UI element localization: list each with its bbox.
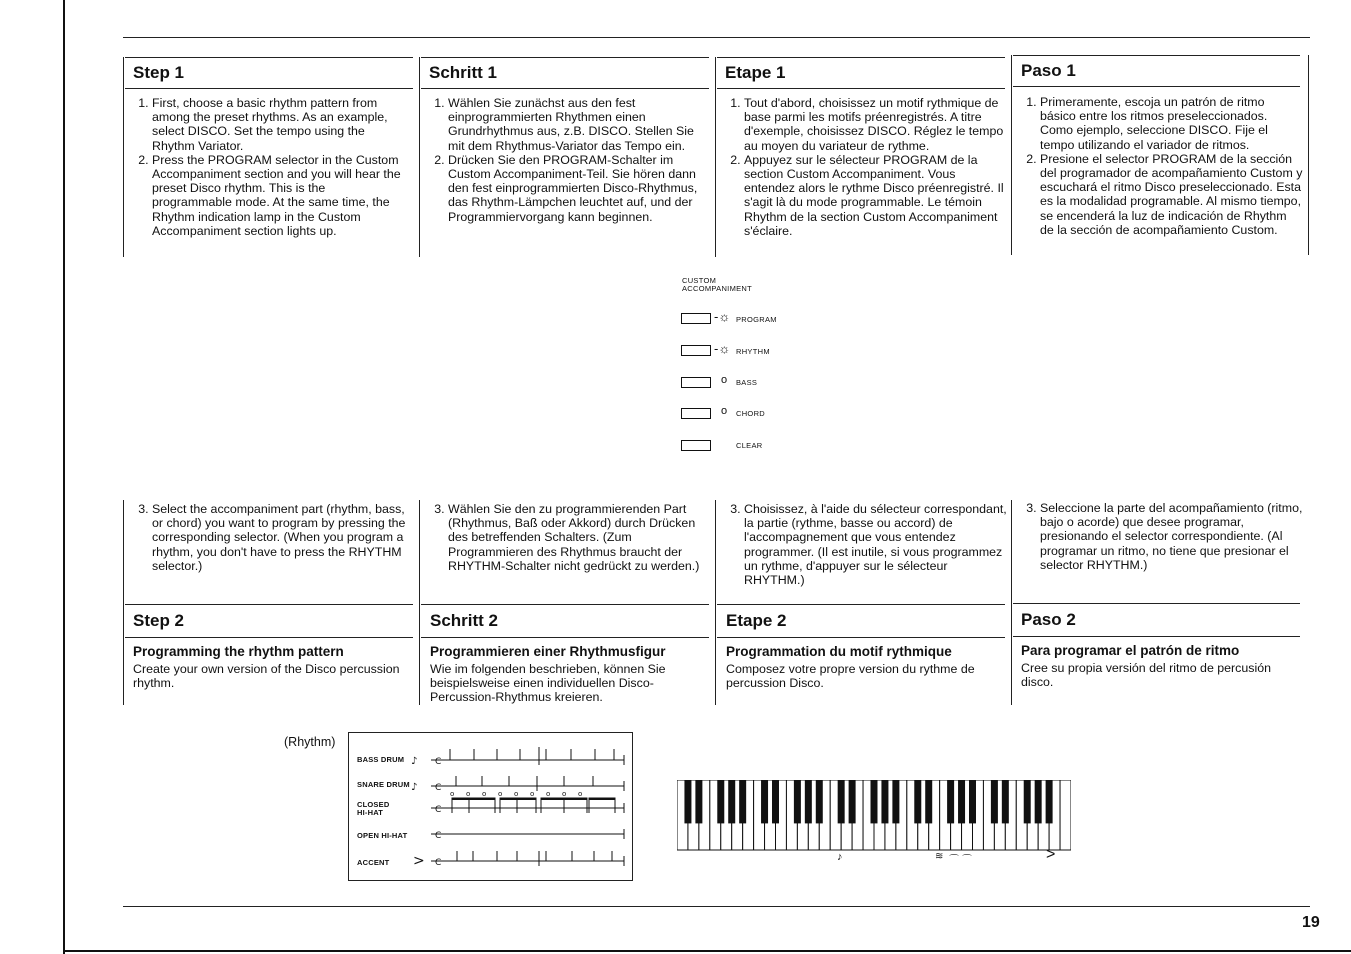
panel-title-line2: ACCOMPANIMENT xyxy=(682,284,753,293)
black-key xyxy=(684,780,691,823)
step2-fr-rule-top xyxy=(717,604,1005,605)
step2-en-subheading: Programming the rhythm pattern xyxy=(133,644,344,659)
row-label-open-hihat: OPEN HI-HAT xyxy=(357,831,408,840)
black-key xyxy=(1046,780,1053,823)
step2-en-rule-top xyxy=(125,604,413,605)
svg-text:C: C xyxy=(435,858,442,868)
step2-es-rule-under xyxy=(1013,636,1300,637)
step1-fr-rule-top xyxy=(717,57,1005,58)
top-rule xyxy=(123,37,1310,38)
step1-es-item-1: 1. Primeramente, escoja un patrón de ritmo básico entre los ritmos preseleccionados. Como ejemplo, seleccione DISCO. Fije el tempo utilizando el variador de ritmos. xyxy=(1040,95,1303,152)
step1-de-divider xyxy=(419,57,420,257)
black-key xyxy=(871,780,878,823)
black-key xyxy=(914,780,921,823)
step1-de-list xyxy=(429,96,707,224)
closed-hihat-key-icon: ⌒ xyxy=(949,855,959,866)
step2-de-text: Wie im folgenden beschrieben, können Sie beispielsweise einen individuellen Disco-Percussion-Rhythmus kreieren. xyxy=(430,662,666,705)
step2-fr-text: Composez votre propre version du rythme de percussion Disco. xyxy=(726,662,975,691)
step1-de-item-2: 2. Drücken Sie den PROGRAM-Schalter im Custom Accompaniment-Teil. Sie hören dann den fest einprogrammierten Disco-Rhythmus, das Rhythm-Lämpchen leuchtet auf, und der Programmiervorgang kann beginnen. xyxy=(448,153,707,224)
step1-de-heading: Schritt 1 xyxy=(429,63,498,82)
step2-de-heading: Schritt 2 xyxy=(430,611,499,630)
step2-de-rule-under xyxy=(421,637,709,638)
black-key xyxy=(947,780,954,823)
black-key xyxy=(1024,780,1031,823)
bottom-edge-rule xyxy=(63,950,1351,952)
black-key xyxy=(991,780,998,823)
page-number: 19 xyxy=(1302,914,1320,931)
chord-lamp-icon: o xyxy=(721,405,728,417)
step1-en-rule-under xyxy=(125,88,413,89)
row-label-closed-hihat: CLOSED HI-HAT xyxy=(357,800,390,817)
row-label-snare-drum: SNARE DRUM xyxy=(357,780,410,789)
step1-de-rule-top xyxy=(421,57,709,58)
step1-en-item-1: 1. First, choose a basic rhythm pattern from among the preset rhythms. As an example, select DISCO. Set the tempo using the Rhythm Variator. xyxy=(152,96,408,153)
black-key xyxy=(1002,780,1009,823)
rhythm-notation-staves xyxy=(349,733,634,882)
svg-text:C: C xyxy=(435,805,442,815)
step1-de-item-3: 3. Wählen Sie den zu programmierenden Part (Rhythmus, Baß oder Akkord) durch Drücken des betreffenden Schalters. (Zum Programmieren des Rhythmus braucht der RHYTHM-Schalter nicht gedrückt zu werden.) xyxy=(448,502,709,573)
step1-es-item-3: 3. Seleccione la parte del acompañamiento (ritmo, bajo o acorde) que desee programar, presionando el selector correspondiente. (Al programar un ritmo, no tiene que presionar el selector RHYTHM.) xyxy=(1040,501,1303,572)
step2-fr-subheading: Programmation du motif rythmique xyxy=(726,644,952,659)
black-key xyxy=(881,780,888,823)
bass-button[interactable] xyxy=(681,377,711,388)
black-key xyxy=(969,780,976,823)
clear-button[interactable] xyxy=(681,440,711,451)
program-lamp-lit-icon: -☼ xyxy=(714,309,731,324)
chord-button-label: CHORD xyxy=(736,409,765,418)
black-key xyxy=(761,780,768,823)
bass-drum-key-icon: ♪ xyxy=(837,851,843,863)
keyboard-illustration xyxy=(677,780,1071,852)
step2-es-text: Cree su propia versión del ritmo de percusión disco. xyxy=(1021,661,1272,690)
step1-fr-list xyxy=(725,96,1005,238)
rhythm-caption: (Rhythm) xyxy=(284,735,336,749)
step1-fr-rule-under xyxy=(717,88,1005,89)
program-button-label: PROGRAM xyxy=(736,315,777,324)
black-key xyxy=(772,780,779,823)
step1-es-heading: Paso 1 xyxy=(1021,61,1076,80)
step1-fr-divider xyxy=(715,57,716,257)
black-key xyxy=(816,780,823,823)
black-key xyxy=(838,780,845,823)
black-key xyxy=(695,780,702,823)
black-key xyxy=(805,780,812,823)
row-label-bass-drum: BASS DRUM xyxy=(357,755,405,764)
step1-es-rule-top xyxy=(1013,55,1300,56)
step1-de-item3 xyxy=(429,502,709,573)
svg-text:C: C xyxy=(435,757,442,767)
white-key xyxy=(1060,780,1071,850)
svg-text:>: > xyxy=(413,853,425,869)
step1-en-item-3: 3. Select the accompaniment part (rhythm, bass, or chord) you want to program by pressing the corresponding selector. (When you program a rhythm, you don't have to press the RHYTHM selector.) xyxy=(152,502,408,573)
program-button[interactable] xyxy=(681,313,711,324)
step3-es-divider xyxy=(1011,500,1012,705)
step1-en-rule-top xyxy=(125,57,413,58)
rhythm-lamp-lit-icon: -☼ xyxy=(714,341,731,356)
step1-es-right-edge xyxy=(1308,55,1309,255)
step3-fr-divider xyxy=(715,500,716,705)
chord-button[interactable] xyxy=(681,408,711,419)
step2-de-rule-top xyxy=(421,604,709,605)
black-key xyxy=(958,780,965,823)
snare-key-icon: ≋ xyxy=(935,851,944,862)
svg-text:o: o xyxy=(466,790,471,798)
step2-en-heading: Step 2 xyxy=(133,611,185,630)
panel-title-line1: CUSTOM xyxy=(682,276,717,285)
step3-de-divider xyxy=(419,500,420,705)
accent-key-icon: > xyxy=(1046,846,1056,863)
step1-en-item-2: 2. Press the PROGRAM selector in the Custom Accompaniment section and you will hear the preset Disco rhythm. This is the programmable mode. At the same time, the Rhythm indication lamp in the Custom Accompaniment section lights up. xyxy=(152,153,408,238)
step3-en-divider xyxy=(123,500,124,705)
step2-es-heading: Paso 2 xyxy=(1021,610,1076,629)
svg-text:o: o xyxy=(578,790,583,798)
svg-text:o: o xyxy=(562,790,567,798)
open-hihat-key-icon: ⌒ xyxy=(962,855,972,866)
step1-de-rule-under xyxy=(421,88,709,89)
step1-en-item3 xyxy=(133,502,408,573)
step1-es-item3 xyxy=(1021,501,1303,572)
rhythm-button-label: RHYTHM xyxy=(736,347,770,356)
step2-fr-rule-under xyxy=(717,637,1005,638)
step1-en-list xyxy=(133,96,408,238)
left-binding-edge xyxy=(63,0,65,954)
clear-button-label: CLEAR xyxy=(736,441,763,450)
step1-es-item-2: 2. Presione el selector PROGRAM de la sección del programador de acompañamiento Custom y escuchará el ritmo Disco preseleccionado. Esta es la modalidad programable. Al mismo tiempo, se encenderá la luz de indicación de Rhythm de la sección de acompañamiento Custom. xyxy=(1040,152,1303,237)
svg-text:o: o xyxy=(498,790,503,798)
step1-fr-heading: Etape 1 xyxy=(725,63,786,82)
step1-en-divider xyxy=(123,57,124,257)
svg-text:o: o xyxy=(530,790,535,798)
step1-en-heading: Step 1 xyxy=(133,63,185,82)
rhythm-notation-box xyxy=(348,732,633,881)
step2-es-subheading: Para programar el patrón de ritmo xyxy=(1021,643,1240,658)
svg-text:C: C xyxy=(435,783,442,793)
step2-fr-heading: Etape 2 xyxy=(726,611,787,630)
black-key xyxy=(728,780,735,823)
step1-es-rule-under xyxy=(1013,86,1300,87)
black-key xyxy=(1035,780,1042,823)
svg-text:♪: ♪ xyxy=(411,782,418,793)
svg-text:♪: ♪ xyxy=(411,756,418,767)
step2-de-subheading: Programmieren einer Rhythmusfigur xyxy=(430,644,666,659)
step1-de-item-1: 1. Wählen Sie zunächst aus den fest einprogrammierten Rhythmen einen Grundrhythmus aus, z.B. DISCO. Stellen Sie mit dem Rhythmus-Variator das Tempo ein. xyxy=(448,96,707,153)
step1-fr-item-2: 2. Appuyez sur le sélecteur PROGRAM de la section Custom Accompaniment. Vous entendez alors le rythme Disco préenregistré. Il s'agit là du mode programmable. Le témoin Rhythm de la section Custom Accompaniment s'éclaire. xyxy=(744,153,1005,238)
step1-es-list xyxy=(1021,95,1303,237)
rhythm-button[interactable] xyxy=(681,345,711,356)
step1-fr-item3 xyxy=(725,502,1007,587)
black-key xyxy=(739,780,746,823)
step1-es-divider xyxy=(1011,55,1012,255)
svg-text:C: C xyxy=(435,831,442,841)
bottom-rule xyxy=(123,906,1310,907)
row-label-accent: ACCENT xyxy=(357,858,390,867)
step2-es-rule-top xyxy=(1013,603,1300,604)
black-key xyxy=(892,780,899,823)
step1-fr-item-1: 1. Tout d'abord, choisissez un motif rythmique de base parmi les motifs préenregistrés. A titre d'exemple, choisissez DISCO. Réglez le tempo au moyen du variateur de rythme. xyxy=(744,96,1005,153)
svg-text:o: o xyxy=(514,790,519,798)
bass-lamp-icon: o xyxy=(721,374,728,386)
black-key xyxy=(794,780,801,823)
svg-text:o: o xyxy=(482,790,487,798)
black-key xyxy=(925,780,932,823)
black-key xyxy=(849,780,856,823)
bass-button-label: BASS xyxy=(736,378,758,387)
svg-text:o: o xyxy=(546,790,551,798)
black-key xyxy=(717,780,724,823)
svg-text:o: o xyxy=(450,790,455,798)
step1-fr-item-3: 3. Choisissez, à l'aide du sélecteur correspondant, la partie (rythme, basse ou accord) de l'accompagnement que vous entendez programmer. (Il est inutile, si vous programmez un rythme, d'appuyer sur le sélecteur RHYTHM.) xyxy=(744,502,1007,587)
step2-en-text: Create your own version of the Disco percussion rhythm. xyxy=(133,662,400,691)
step2-en-rule-under xyxy=(125,637,413,638)
